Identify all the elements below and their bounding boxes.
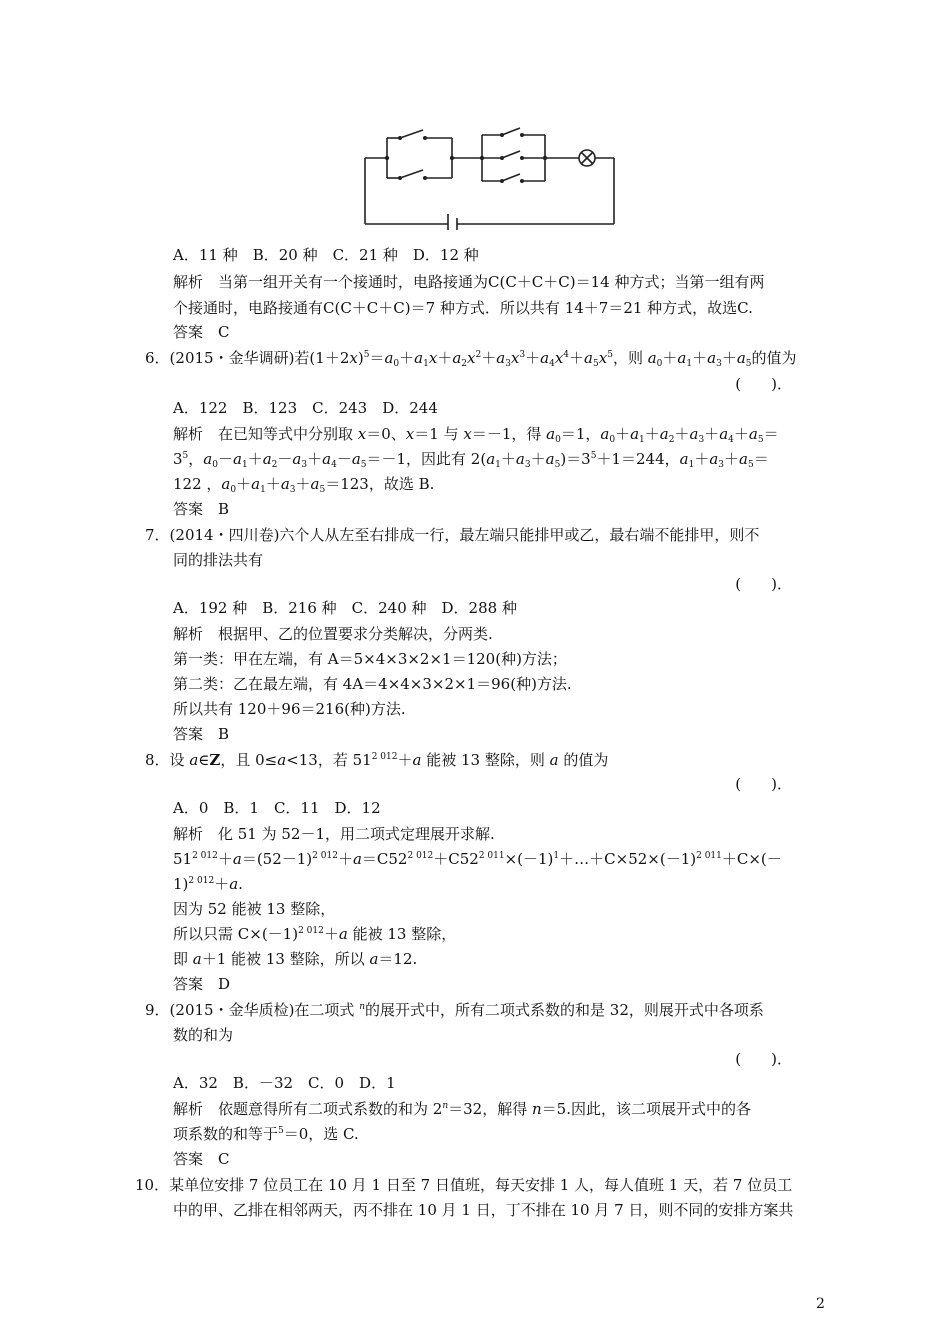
q8-answer-bracket: ( )．	[735, 775, 792, 793]
q8-analysis-line2: $51^{2 012}+a=(52-1)^{2 012}+a=C52^{2 012}+C52^{2 011}\times(-1)^1+\dots+C\times 52\times(-1)^{2 011}+C\times(-$	[173, 850, 782, 868]
q5-analysis-line2: 个接通时，电路接通有C(C＋C＋C)＝7 种方式．所以共有 14＋7＝21 种方式，故选C.	[173, 299, 753, 317]
q7-analysis-line4: 所以共有 120＋96＝216(种)方法.	[173, 700, 406, 718]
q9-answer-bracket: ( )．	[735, 1050, 792, 1068]
q5-answer: 答案 C	[173, 323, 230, 341]
q6-analysis-line2: $3^5$，$a_0-a_1+a_2-a_3+a_4-a_5=-1$，因此有 $2(a_1+a_3+a_5)=3^5+1=244$，$a_1+a_3+a_5=$	[173, 450, 769, 470]
q8-stem: 8．设 a∈Z，且 0≤a<13，若 $51^{2 012}+a$ 能被 13 整除，则 a 的值为	[145, 751, 609, 769]
q10-stem-line2: 中的甲、乙排在相邻两天，丙不排在 10 月 1 日，丁不排在 10 月 7 日，则不同的安排方案共	[173, 1201, 794, 1219]
q5-analysis-line1: 解析 当第一组开关有一个接通时，电路接通为C(C＋C＋C)＝14 种方式；当第一组有两	[173, 273, 765, 291]
q7-analysis-line1: 解析 根据甲、乙的位置要求分类解决，分两类.	[173, 625, 493, 643]
q6-analysis-line3: 122 ，$a_0+a_1+a_3+a_5=123$，故选 B.	[173, 475, 435, 495]
q8-analysis-line1: 解析 化 51 为 52－1，用二项式定理展开求解.	[173, 825, 495, 843]
q7-analysis-line2: 第一类：甲在左端，有 A＝5×4×3×2×1＝120(种)方法；	[173, 650, 567, 668]
q8-analysis-line3: 1)$^{2 012}$＋a.	[173, 875, 243, 893]
q6-stem: 6．(2015・金华调研)若$(1+2x)^5=a_0+a_1x+a_2x^2+a_3x^3+a_4x^4+a_5x^5$，则 $a_0+a_1+a_3+a_5$的值为	[145, 349, 797, 369]
circuit-diagram	[360, 125, 620, 230]
q7-stem-line2: 同的排法共有	[173, 551, 264, 569]
q9-analysis-line2: 项系数的和等于$^5$＝0，选 C.	[173, 1125, 359, 1143]
q8-options: A．0 B．1 C．11 D．12	[173, 799, 381, 817]
q10-stem-line1: 10．某单位安排 7 位员工在 10 月 1 日至 7 日值班，每天安排 1 人，每人值班 1 天，若 7 位员工	[135, 1176, 793, 1194]
q9-stem-line2: 数的和为	[173, 1026, 234, 1044]
q7-analysis-line3: 第二类：乙在最左端，有 4A＝4×4×3×2×1＝96(种)方法.	[173, 675, 572, 693]
q6-options: A．122 B．123 C．243 D．244	[173, 399, 438, 417]
q9-options: A．32 B．－32 C．0 D．1	[173, 1074, 396, 1092]
q9-analysis-line1: 解析 依题意得所有二项式系数的和为 $2^n=32$，解得 n＝5.因此，该二项展开式中的各	[173, 1100, 751, 1118]
q6-analysis-line1: 解析 在已知等式中分别取 x＝0、x＝1 与 x＝－1，得 $a_0=1$，$a_0+a_1+a_2+a_3+a_4+a_5=$	[173, 425, 779, 445]
page-number: 2	[816, 1296, 825, 1312]
q7-answer: 答案 B	[173, 725, 230, 743]
q6-answer: 答案 B	[173, 500, 230, 518]
q8-answer: 答案 D	[173, 975, 231, 993]
q7-options: A．192 种 B．216 种 C．240 种 D．288 种	[173, 599, 517, 617]
q8-analysis-line5: 所以只需 $C\times(-1)^{2 012}+a$ 能被 13 整除，	[173, 925, 457, 943]
q9-answer: 答案 C	[173, 1150, 230, 1168]
q8-analysis-line6: 即 a＋1 能被 13 整除，所以 a＝12.	[173, 950, 418, 968]
q7-stem-line1: 7．(2014・四川卷)六个人从左至右排成一行，最左端只能排甲或乙，最右端不能排甲，则不	[145, 526, 760, 544]
q9-stem-line1: 9．(2015・金华质检)在二项式 $^n$的展开式中，所有二项式系数的和是 32，则展开式中各项系	[145, 1001, 764, 1019]
q6-answer-bracket: ( )．	[735, 375, 792, 393]
q5-options: A．11 种 B．20 种 C．21 种 D．12 种	[173, 246, 479, 264]
q8-analysis-line4: 因为 52 能被 13 整除，	[173, 900, 336, 918]
q7-answer-bracket: ( )．	[735, 575, 792, 593]
